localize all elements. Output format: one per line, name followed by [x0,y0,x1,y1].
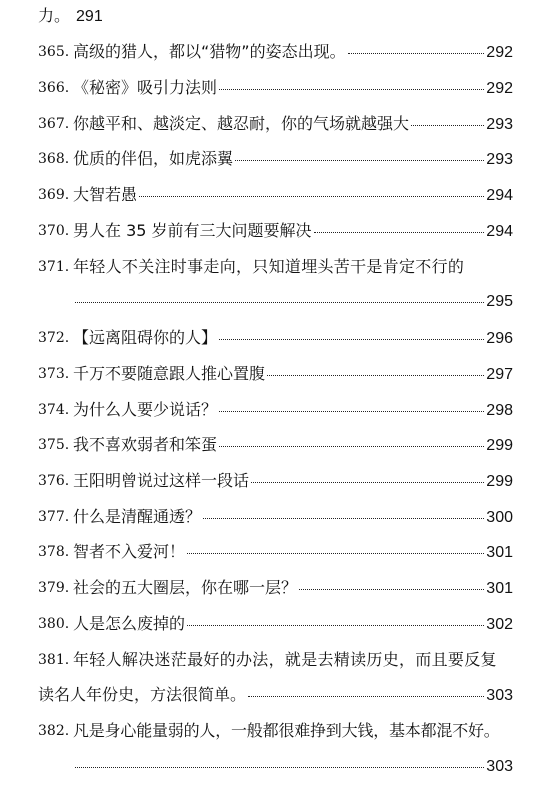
toc-entry-page: 303 [486,687,513,704]
toc-entry-number: 372. [38,330,70,346]
toc-entry-title: 优质的伴侣，如虎添翼 [73,149,234,168]
toc-continuation-title: 力。 [38,6,71,25]
toc-dot-leader [187,552,484,554]
toc-dot-leader [75,766,484,768]
toc-entry-379[interactable] [0,576,546,600]
toc-entry-page: 294 [486,223,513,240]
toc-entry-370[interactable] [0,219,546,243]
toc-entry-number: 375. [38,437,70,453]
toc-entry-title: 大智若愚 [73,185,138,204]
toc-entry-page: 297 [486,366,513,383]
toc-entry-title-line2: 读名人年份史，方法很简单。 [38,685,247,704]
toc-entry-number: 370. [38,223,70,239]
toc-entry-page: 301 [486,580,513,597]
toc-entry-title: 王阳明曾说过这样一段话 [73,471,250,490]
toc-entry-368[interactable] [0,147,546,171]
toc-entry-365[interactable] [0,40,546,64]
toc-entry-382[interactable] [0,719,546,743]
toc-entry-page: 299 [486,437,513,454]
toc-entry-number: 365. [38,44,70,60]
toc-dot-leader [299,588,484,590]
toc-entry-page: 302 [486,616,513,633]
toc-entry-page: 293 [486,151,513,168]
toc-dot-leader [248,695,484,697]
toc-dot-leader [235,159,484,161]
toc-entry-376[interactable] [0,469,546,493]
toc-entry-title: 什么是清醒通透？ [73,507,202,526]
toc-entry-page: 298 [486,402,513,419]
toc-entry-381-continuation[interactable] [0,683,546,707]
toc-dot-leader [219,445,484,447]
toc-entry-title: 【远离阻碍你的人】 [73,328,218,347]
toc-entry-number: 379. [38,580,70,596]
toc-entry-number: 378. [38,544,70,560]
toc-dot-leader [219,338,484,340]
toc-entry-page: 303 [486,758,513,775]
toc-entry-number: 381. [38,652,70,668]
toc-entry-title: 凡是身心能量弱的人，一般都很难挣到大钱，基本都混不好。 [73,721,500,740]
toc-entry-number: 366. [38,80,70,96]
toc-dot-leader [203,517,484,519]
toc-entry-title: 智者不入爱河！ [73,542,186,561]
toc-entry-page: 295 [486,293,513,310]
toc-entry-title: 为什么人要少说话？ [73,400,218,419]
toc-entry-369[interactable] [0,183,546,207]
toc-entry-372[interactable] [0,326,546,350]
toc-entry-number: 371. [38,259,70,275]
toc-entry-title: 男人在 35 岁前有三大问题要解决 [73,221,312,240]
toc-entry-378[interactable] [0,540,546,564]
toc-entry-number: 377. [38,509,70,525]
toc-entry-number: 374. [38,402,70,418]
toc-entry-number: 368. [38,151,70,167]
toc-entry-number: 382. [38,723,70,739]
toc-entry-number: 367. [38,116,70,132]
toc-entry-title: 年轻人不关注时事走向，只知道埋头苦干是肯定不行的 [73,257,465,276]
toc-entry-title-line1: 年轻人解决迷茫最好的办法，就是去精读历史，而且要反复 [73,650,497,669]
toc-entry-title: 你越平和、越淡定、越忍耐，你的气场就越强大 [73,114,410,133]
toc-dot-leader [251,481,484,483]
toc-entry-number: 373. [38,366,70,382]
toc-dot-leader [187,624,484,626]
toc-entry-title: 高级的猎人，都以“猎物”的姿态出现。 [73,42,346,61]
toc-entry-page: 292 [486,44,513,61]
toc-entry-375[interactable] [0,433,546,457]
toc-entry-371-continuation[interactable] [0,290,546,314]
toc-entry-title: 社会的五大圈层，你在哪一层？ [73,578,298,597]
toc-dot-leader [219,88,484,90]
toc-entry-title: 我不喜欢弱者和笨蛋 [73,435,218,454]
toc-dot-leader [75,301,484,303]
toc-dot-leader [139,195,484,197]
toc-entry-title: 《秘密》吸引力法则 [73,78,218,97]
toc-continuation-text [38,4,103,29]
toc-entry-page: 294 [486,187,513,204]
toc-entry-367[interactable] [0,112,546,136]
toc-entry-374[interactable] [0,398,546,422]
toc-entry-page: 301 [486,544,513,561]
toc-entry-377[interactable] [0,505,546,529]
toc-entry-title: 千万不要随意跟人推心置腹 [73,364,266,383]
toc-entry-366[interactable] [0,76,546,100]
toc-dot-leader [411,124,484,126]
toc-entry-page: 296 [486,330,513,347]
toc-entry-title: 人是怎么废掉的 [73,614,186,633]
toc-entry-382-continuation[interactable] [0,755,546,779]
toc-dot-leader [219,410,484,412]
toc-entry-page: 292 [486,80,513,97]
toc-entry-373[interactable] [0,362,546,386]
toc-entry-page: 299 [486,473,513,490]
toc-continuation-line [0,4,546,28]
toc-dot-leader [348,52,485,54]
toc-dot-leader [267,374,484,376]
toc-entry-381[interactable] [0,648,546,672]
toc-dot-leader [314,231,485,233]
toc-continuation-page: 291 [76,8,103,25]
toc-entry-number: 380. [38,616,70,632]
toc-entry-number: 376. [38,473,70,489]
toc-entry-380[interactable] [0,612,546,636]
toc-entry-page: 293 [486,116,513,133]
toc-entry-371[interactable] [0,255,546,279]
toc-entry-page: 300 [486,509,513,526]
toc-entry-number: 369. [38,187,70,203]
